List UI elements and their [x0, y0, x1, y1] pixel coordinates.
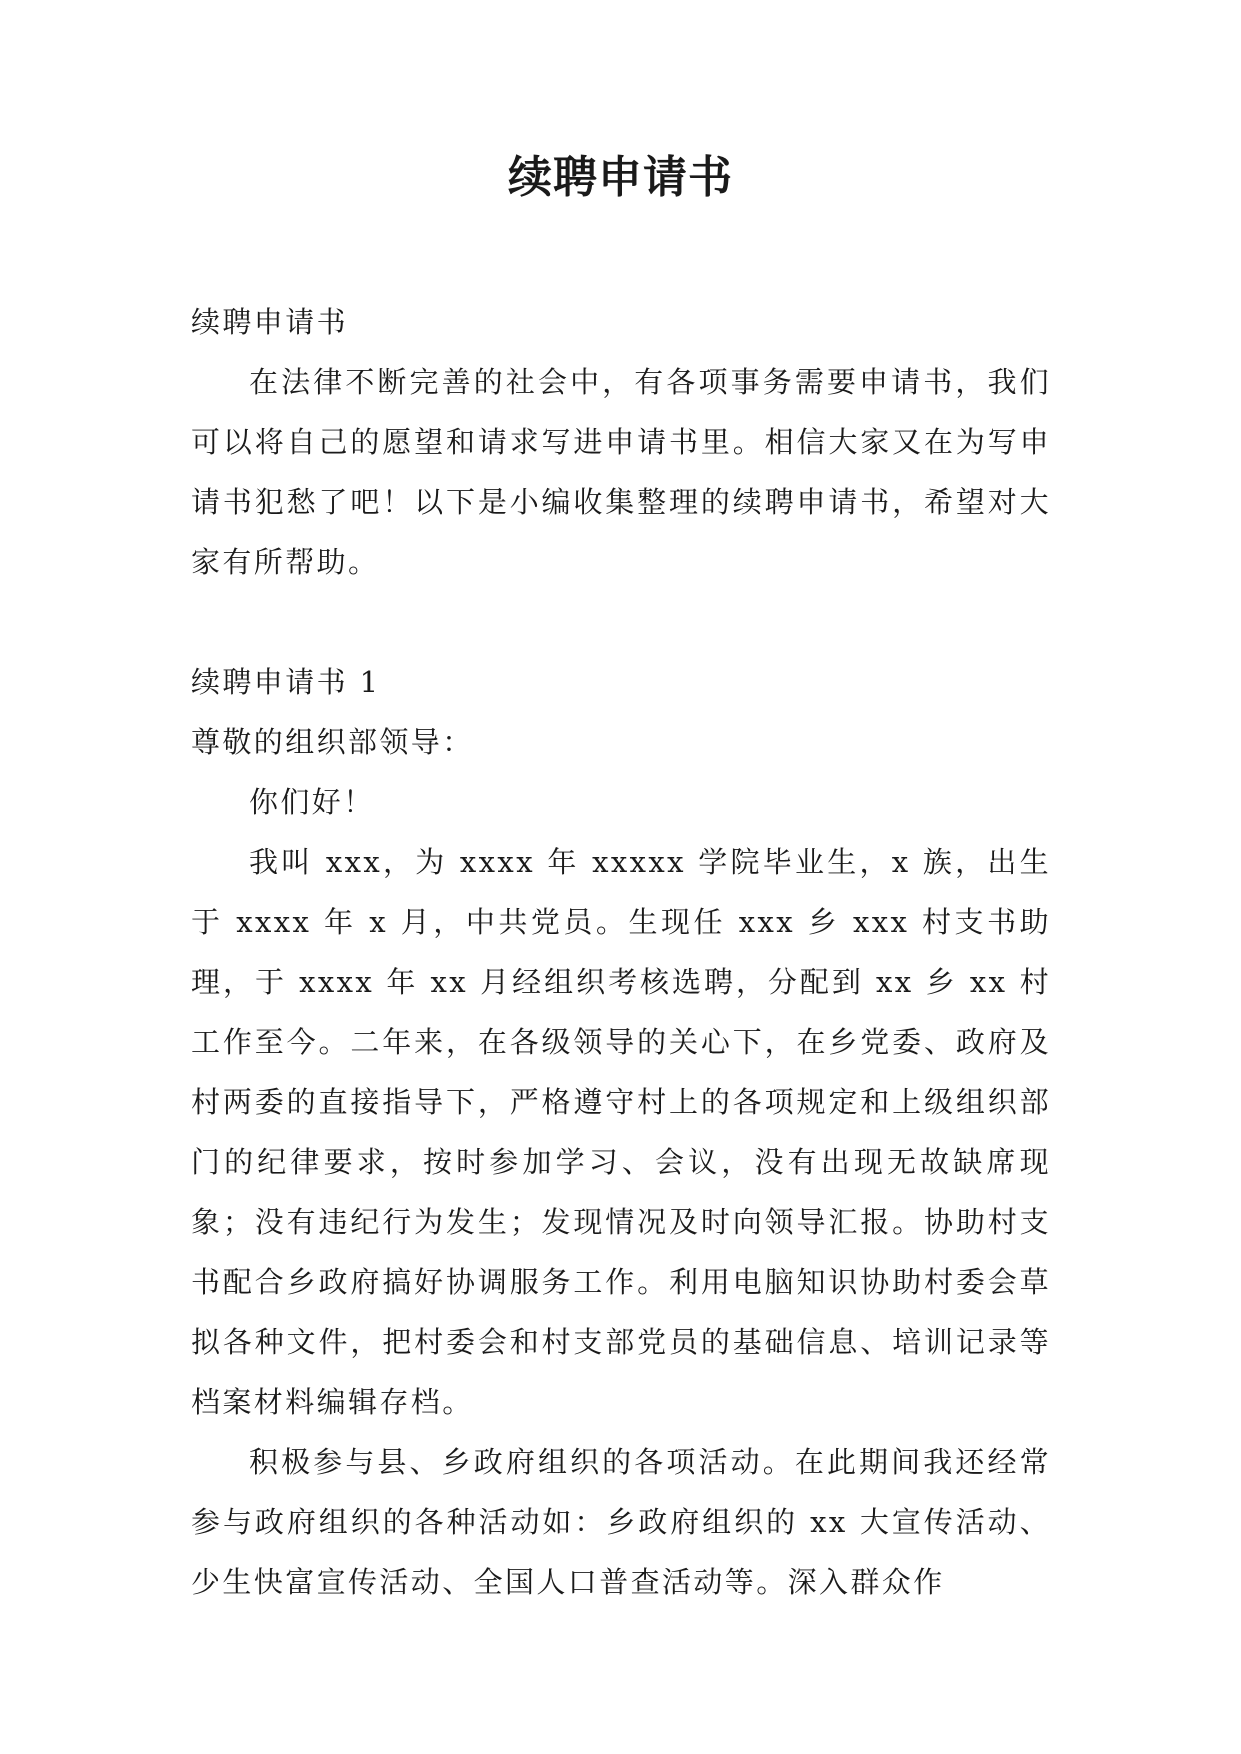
- salutation: 尊敬的组织部领导：: [191, 725, 474, 759]
- body-paragraph-1: 我叫 xxx，为 xxxx 年 xxxxx 学院毕业生，x 族，出生于 xxxx 年 x 月，中共党员。生现任 xxx 乡 xxx 村支书助理，于 xxxx 年 xx 月经组织考核选聘，分配到 xx 乡 xx 村工作至今。二年来，在各级领导的关心下，在乡党委、政府及村两委的直接指导下，严格遵守村上的各项规定和上级组织部门的纪律要求，按时参加学习、会议，没有出现无故缺席现象；没有违纪行为发生；发现情况及时向领导汇报。协助村支书配合乡政府搞好协调服务工作。利用电脑知识协助村委会草拟各种文件，把村委会和村支部党员的基础信息、培训记录等档案材料编辑存档。: [191, 845, 1051, 1419]
- greeting: 你们好！: [249, 785, 375, 819]
- document-title: 续聘申请书: [508, 152, 733, 203]
- document-body: [191, 292, 1051, 1612]
- section-spacer: [191, 592, 1051, 652]
- intro-paragraph: 在法律不断完善的社会中，有各项事务需要申请书，我们可以将自己的愿望和请求写进申请书里。相信大家又在为写申请书犯愁了吧！以下是小编收集整理的续聘申请书，希望对大家有所帮助。: [191, 365, 1051, 579]
- section-heading: 续聘申请书 1: [191, 665, 381, 699]
- body-paragraph-2: 积极参与县、乡政府组织的各项活动。在此期间我还经常参与政府组织的各种活动如：乡政府组织的 xx 大宣传活动、少生快富宣传活动、全国人口普查活动等。深入群众作: [191, 1445, 1051, 1599]
- document-subtitle: 续聘申请书: [191, 305, 349, 339]
